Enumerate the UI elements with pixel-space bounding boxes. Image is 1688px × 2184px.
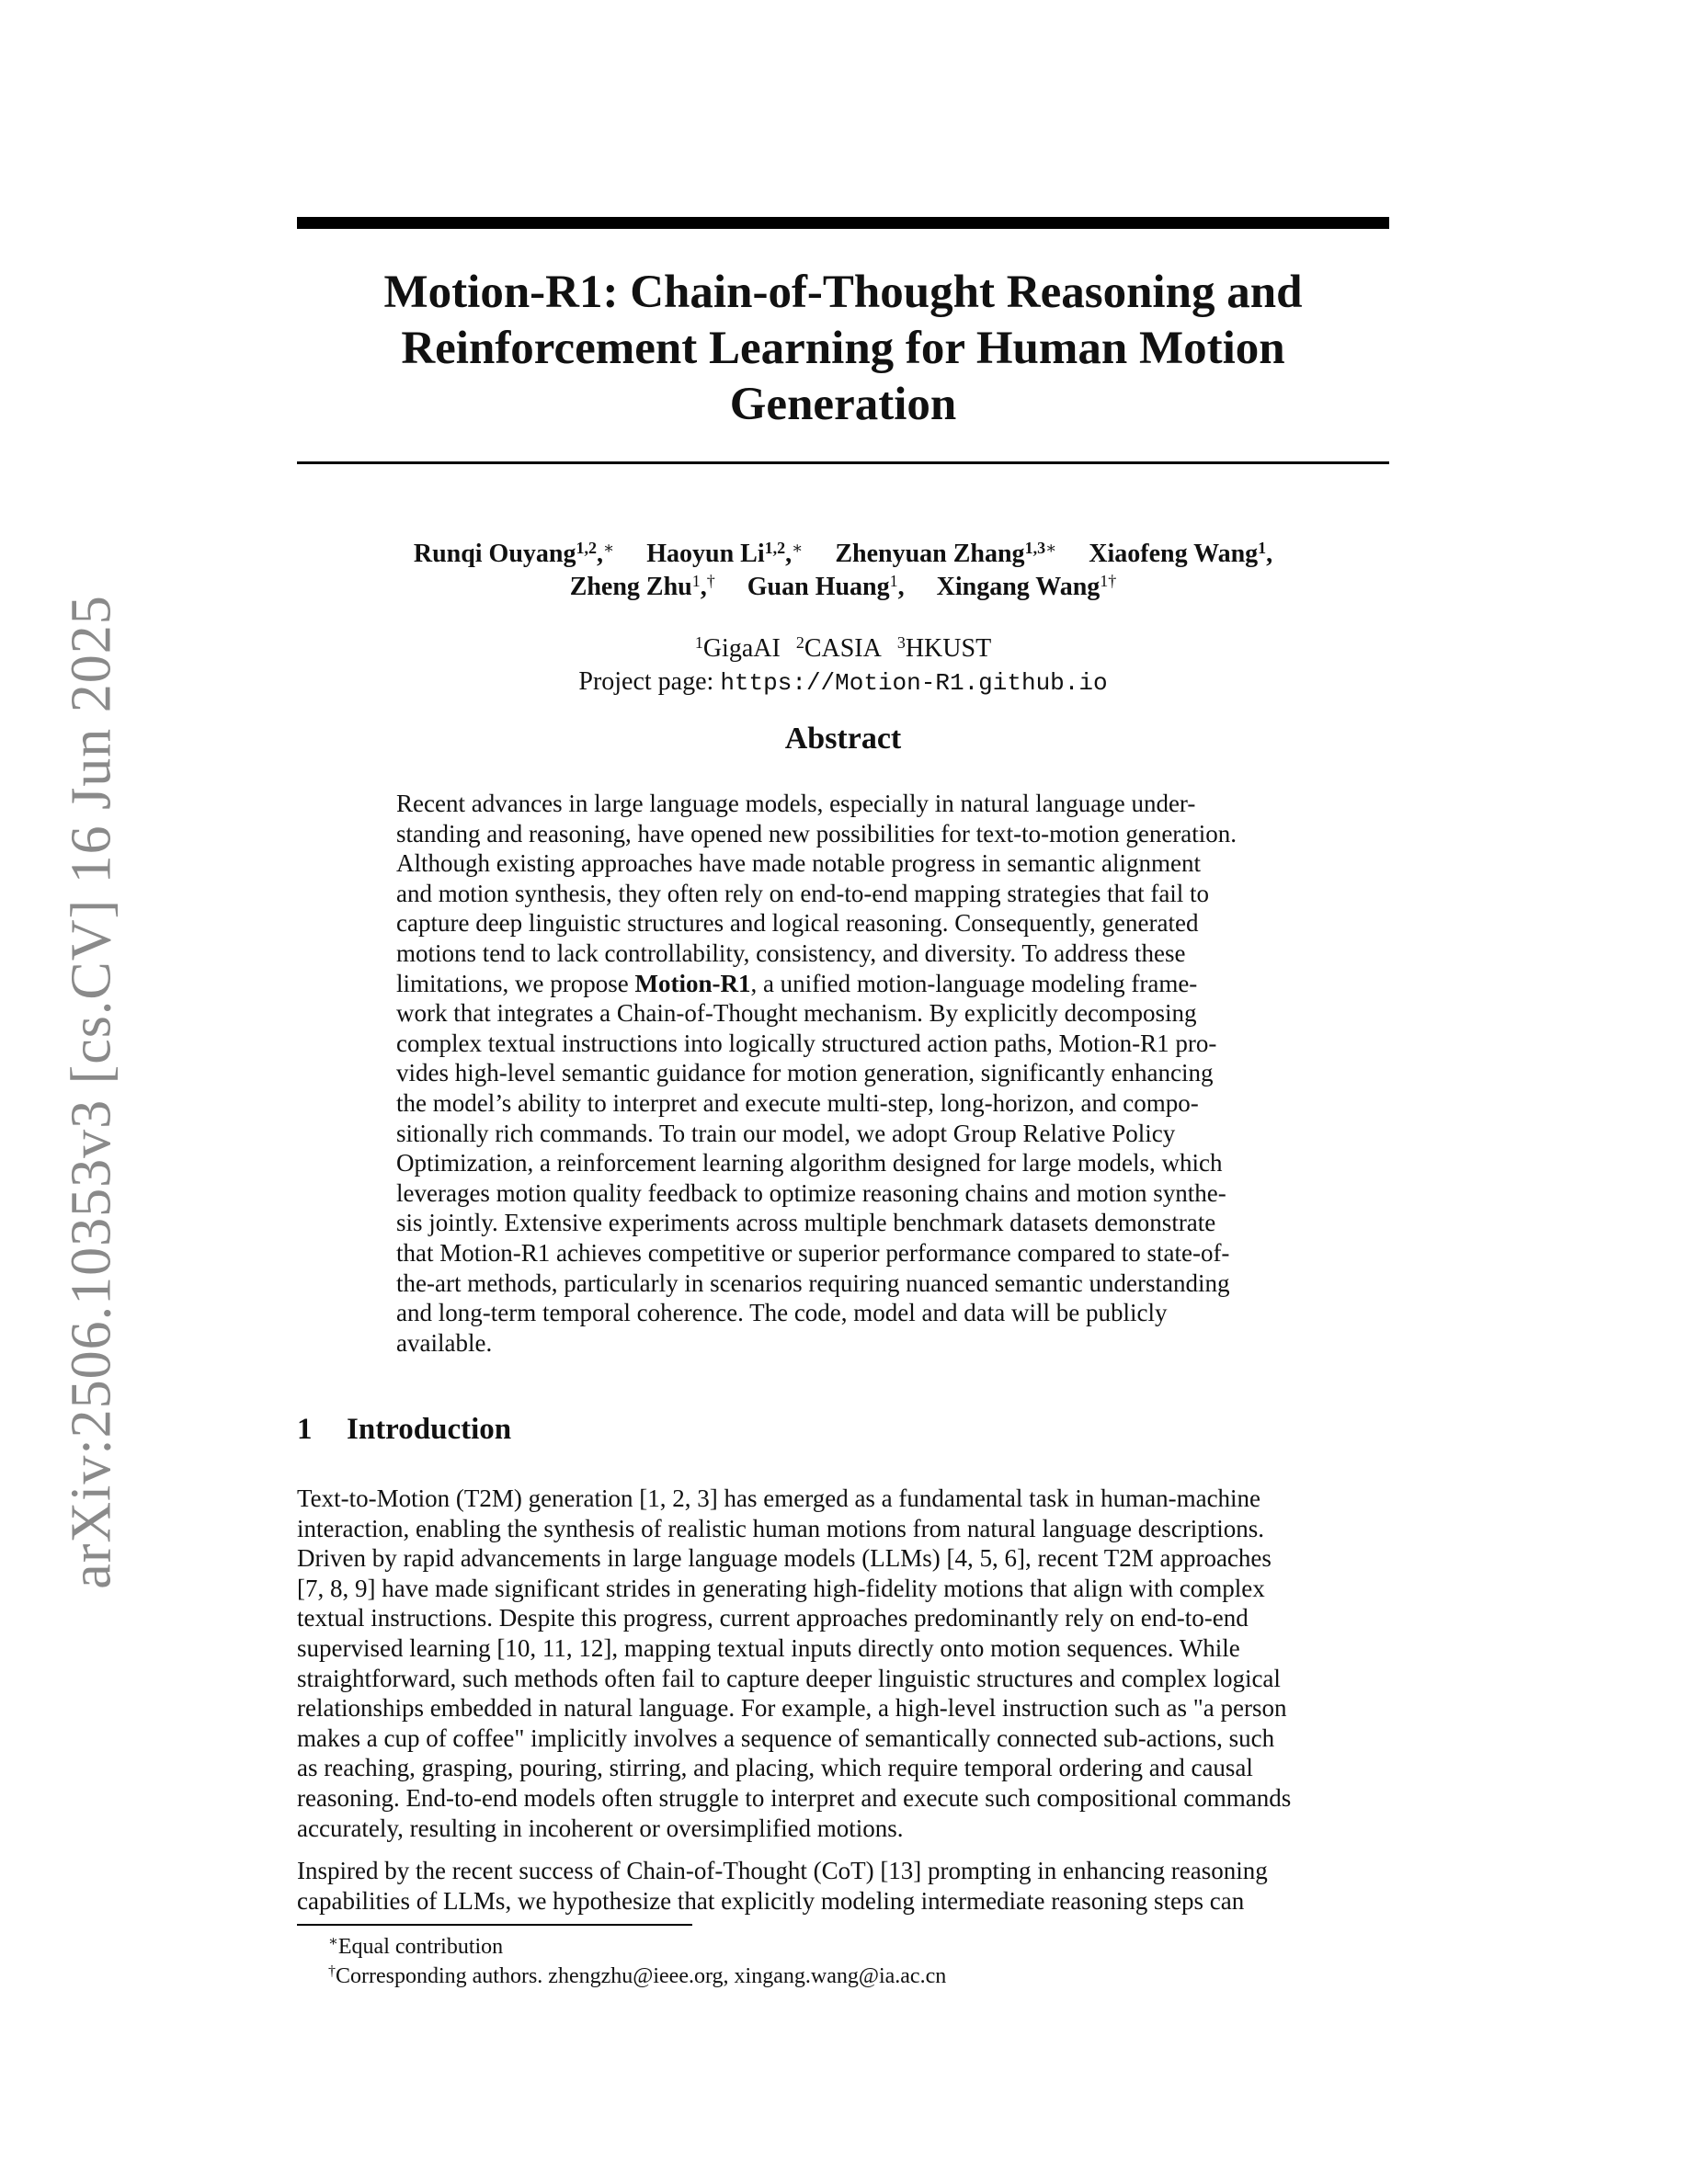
abstract-line: capture deep linguistic structures and logical reasoning. Consequently, generated (396, 909, 1199, 938)
project-page-link[interactable]: https://Motion-R1.github.io (720, 669, 1108, 697)
abstract-line: Recent advances in large language models, especially in natural language under- (396, 790, 1196, 817)
author: Zhenyuan Zhang$^{1,3∗}$ (835, 539, 1057, 568)
intro-paragraph-1 (297, 1484, 1389, 1843)
author: Haoyun Li$^{1,2}$,∗ (646, 539, 804, 568)
title-line: Reinforcement Learning for Human Motion (401, 323, 1285, 374)
body-line: capabilities of LLMs, we hypothesize that explicitly modeling intermediate reasoning steps can (297, 1886, 1245, 1915)
body-line: Inspired by the recent success of Chain-of-Thought (CoT) [13] prompting in enhancing reasoning (297, 1857, 1268, 1884)
body-line: [7, 8, 9] have made significant strides in generating high-fidelity motions that align with complex (297, 1574, 1265, 1602)
section-heading-introduction (297, 1411, 511, 1448)
abstract-body (396, 789, 1288, 1358)
abstract-line: sis jointly. Extensive experiments across multiple benchmark datasets demonstrate (396, 1209, 1216, 1237)
paper-title (297, 265, 1389, 433)
author: Runqi Ouyang$^{1,2}$,∗ (413, 539, 615, 568)
footnotes (328, 1932, 946, 1991)
abstract-line: motions tend to lack controllability, consistency, and diversity. To address these (396, 938, 1186, 967)
footnote-rule (297, 1924, 692, 1926)
body-line: textual instructions. Despite this progress, current approaches predominantly rely on end-to-end (297, 1604, 1249, 1632)
body-line: Driven by rapid advancements in large language models (LLMs) [4, 5, 6], recent T2M approaches (297, 1544, 1272, 1573)
author: Xiaofeng Wang$^1$, (1089, 539, 1273, 568)
title-bottom-rule (297, 461, 1389, 464)
model-name: Motion-R1 (634, 969, 751, 997)
footnote-equal-contribution: ∗Equal contribution (328, 1934, 504, 1959)
body-line: relationships embedded in natural language. For example, a high-level instruction such as "a person (297, 1694, 1287, 1723)
author-list (297, 538, 1389, 604)
affiliation: $^1$GigaAI (694, 633, 781, 663)
abstract-line: vides high-level semantic guidance for motion generation, significantly enhancing (396, 1059, 1214, 1087)
abstract-line: standing and reasoning, have opened new possibilities for text-to-motion generation. (396, 819, 1237, 847)
abstract-line: limitations, we propose Motion-R1, a unified motion-language modeling frame- (396, 969, 1198, 997)
intro-paragraph-2 (297, 1856, 1389, 1916)
abstract-line: Although existing approaches have made notable progress in semantic alignment (396, 849, 1202, 878)
title-line: Generation (729, 379, 957, 430)
footnote-corresponding-authors: †Corresponding authors. zhengzhu@ieee.org, xingang.wang@ia.ac.cn (328, 1963, 947, 1988)
affiliation: $^3$HKUST (896, 633, 992, 663)
body-line: straightforward, such methods often fail to capture deeper linguistic structures and complex logical (297, 1664, 1281, 1692)
abstract-line: sitionally rich commands. To train our model, we adopt Group Relative Policy (396, 1119, 1176, 1147)
affiliation: $^2$CASIA (795, 633, 882, 663)
abstract-line: and motion synthesis, they often rely on end-to-end mapping strategies that fail to (396, 879, 1210, 907)
project-page-label: Project page: (578, 667, 721, 696)
body-line: interaction, enabling the synthesis of realistic human motions from natural language descriptions. (297, 1514, 1264, 1542)
body-line: Text-to-Motion (T2M) generation [1, 2, 3] has emerged as a fundamental task in human-machine (297, 1484, 1261, 1512)
body-line: as reaching, grasping, pouring, stirring, and placing, which require temporal ordering and causal (297, 1754, 1253, 1782)
abstract-line: Optimization, a reinforcement learning algorithm designed for large models, which (396, 1149, 1223, 1177)
abstract-line: that Motion-R1 achieves competitive or superior performance compared to state-of- (396, 1238, 1230, 1267)
abstract-line: work that integrates a Chain-of-Thought mechanism. By explicitly decomposing (396, 999, 1197, 1028)
body-line: accurately, resulting in incoherent or oversimplified motions. (297, 1814, 904, 1842)
author: Zheng Zhu$^1$,† (569, 572, 715, 601)
abstract-line: the-art methods, particularly in scenarios requiring nuanced semantic understanding (396, 1268, 1230, 1297)
abstract-line: available. (396, 1328, 493, 1357)
section-number: 1 (297, 1413, 313, 1446)
title-line: Motion-R1: Chain-of-Thought Reasoning and (383, 267, 1303, 318)
section-title: Introduction (347, 1413, 512, 1446)
abstract-line: leverages motion quality feedback to optimize reasoning chains and motion synthe- (396, 1178, 1226, 1207)
abstract-line: the model’s ability to interpret and execute multi-step, long-horizon, and compo- (396, 1088, 1199, 1117)
author: Guan Huang$^1$, (747, 572, 905, 601)
project-page (297, 665, 1389, 700)
abstract-line: complex textual instructions into logically structured action paths, Motion-R1 pro- (396, 1029, 1217, 1057)
author: Xingang Wang$^{1\dagger}$ (936, 572, 1117, 601)
body-line: supervised learning [10, 11, 12], mapping textual inputs directly onto motion sequences. While (297, 1633, 1240, 1662)
title-top-rule (297, 217, 1389, 229)
abstract-heading: Abstract (784, 722, 902, 756)
body-line: makes a cup of coffee" implicitly involves a sequence of semantically connected sub-actions, such (297, 1723, 1275, 1752)
body-line: reasoning. End-to-end models often struggle to interpret and execute such compositional commands (297, 1783, 1292, 1812)
arxiv-identifier: arXiv:2506.10353v3 [cs.CV] 16 Jun 2025 (60, 595, 123, 1589)
abstract-line: and long-term temporal coherence. The code, model and data will be publicly (396, 1299, 1168, 1327)
affiliations (297, 632, 1389, 700)
